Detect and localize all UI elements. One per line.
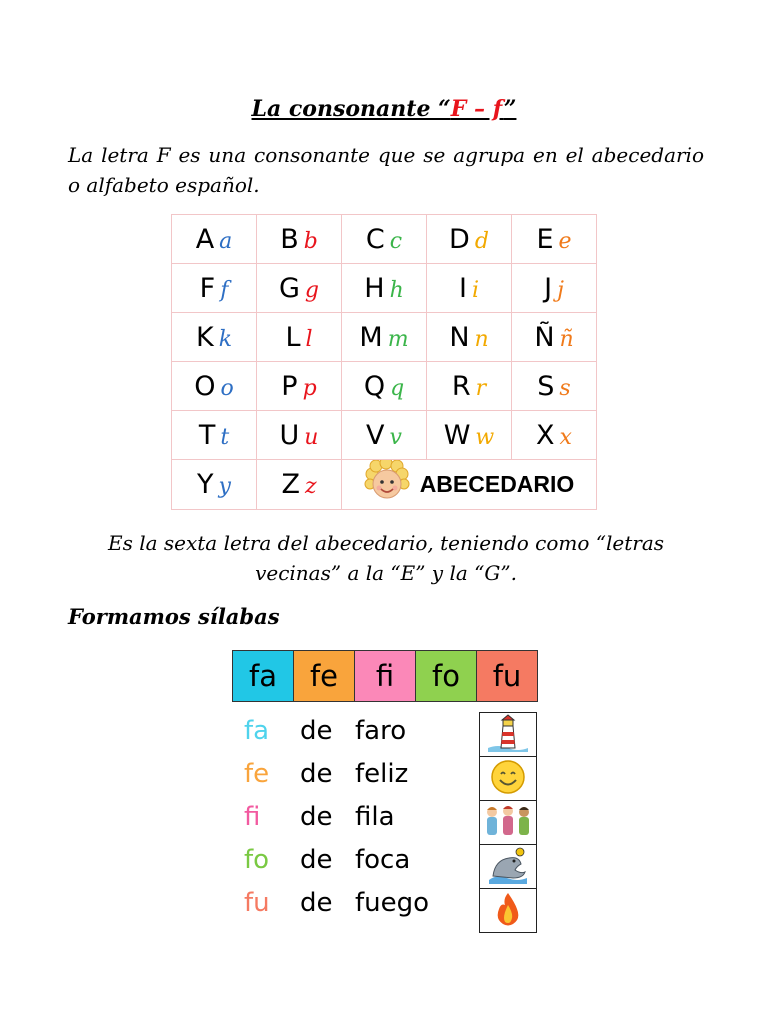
alphabet-table <box>171 214 597 510</box>
uppercase-letter: J <box>544 272 553 304</box>
uppercase-letter: H <box>364 272 385 304</box>
word-connector: de <box>300 888 333 918</box>
uppercase-letter: P <box>281 370 298 402</box>
uppercase-letter: W <box>443 419 471 451</box>
neighbors-text: Es la sexta letra del abecedario, teniendo como “letras vecinas” a la “E” y la “G”. <box>107 531 665 585</box>
uppercase-letter: C <box>365 223 385 255</box>
picture-row <box>480 757 537 801</box>
picture-cell <box>480 757 537 801</box>
letter-cell <box>512 362 597 411</box>
lighthouse-icon <box>488 737 528 756</box>
letter-cell <box>512 264 597 313</box>
uppercase-letter: B <box>280 223 299 255</box>
letter-cell <box>257 460 342 510</box>
title-letters: F – f <box>450 96 504 122</box>
lowercase-letter: v <box>389 424 402 450</box>
letter-cell <box>257 264 342 313</box>
word-syllable: fu <box>244 888 270 918</box>
letter-cell <box>427 215 512 264</box>
uppercase-letter: E <box>536 223 554 255</box>
lowercase-letter: n <box>474 326 489 352</box>
lowercase-letter: i <box>471 277 479 303</box>
lowercase-letter: b <box>303 228 318 254</box>
alphabet-row <box>172 215 597 264</box>
people-in-line-icon <box>483 825 533 844</box>
lowercase-letter: e <box>558 228 572 254</box>
picture-cell <box>480 713 537 757</box>
uppercase-letter: R <box>451 370 471 402</box>
word-connector: de <box>300 802 333 832</box>
picture-cell <box>480 845 537 889</box>
picture-row <box>480 801 537 845</box>
letter-cell <box>342 313 427 362</box>
word-text: foca <box>355 845 411 875</box>
lowercase-letter: g <box>304 277 320 303</box>
section-title: Formamos sílabas <box>68 604 280 629</box>
picture-cell <box>480 889 537 933</box>
word-connector: de <box>300 759 333 789</box>
uppercase-letter: Z <box>281 469 300 500</box>
lowercase-letter: q <box>390 375 405 401</box>
lowercase-letter: x <box>559 424 572 450</box>
letter-cell <box>512 215 597 264</box>
smiley-face-icon <box>490 780 526 799</box>
picture-cell <box>480 801 537 845</box>
alphabet-row <box>172 264 597 313</box>
lowercase-letter: m <box>387 326 409 352</box>
lowercase-letter: y <box>218 474 231 499</box>
word-syllable: fi <box>244 802 261 832</box>
letter-cell <box>342 411 427 460</box>
title-suffix: ” <box>503 96 517 122</box>
uppercase-letter: X <box>536 419 555 451</box>
letter-cell <box>427 362 512 411</box>
picture-table <box>479 712 537 933</box>
lowercase-letter: z <box>304 474 317 499</box>
syllable-cell: fa <box>233 651 294 702</box>
uppercase-letter: S <box>537 370 555 402</box>
word-text: fuego <box>355 888 430 918</box>
fire-icon <box>493 912 523 931</box>
abecedario-label-cell <box>342 460 597 510</box>
seal-icon <box>487 869 529 888</box>
letter-cell <box>512 313 597 362</box>
letter-cell <box>257 411 342 460</box>
letter-cell <box>427 264 512 313</box>
intro-text: La letra F es una consonante que se agrupa en el abecedario o alfabeto español. <box>68 143 704 197</box>
uppercase-letter: A <box>195 223 215 255</box>
uppercase-letter: T <box>198 419 216 451</box>
picture-row <box>480 889 537 933</box>
syllable-table <box>232 650 538 702</box>
lowercase-letter: o <box>220 375 234 401</box>
syllable-cell: fo <box>416 651 477 702</box>
lowercase-letter: u <box>304 424 319 450</box>
letter-cell <box>257 313 342 362</box>
alphabet-row <box>172 313 597 362</box>
uppercase-letter: Q <box>363 370 386 402</box>
lowercase-letter: f <box>220 277 229 303</box>
lowercase-letter: w <box>475 424 495 450</box>
uppercase-letter: Y <box>197 469 214 500</box>
syllable-cell: fi <box>355 651 416 702</box>
uppercase-letter: K <box>195 321 214 353</box>
uppercase-letter: Ñ <box>534 321 555 353</box>
uppercase-letter: D <box>449 223 470 255</box>
lowercase-letter: k <box>218 326 233 352</box>
uppercase-letter: U <box>279 419 300 451</box>
letter-cell <box>427 411 512 460</box>
page-title <box>0 96 768 122</box>
title-prefix: La consonante “ <box>251 96 451 122</box>
word-syllable: fo <box>244 845 270 875</box>
uppercase-letter: N <box>449 321 470 353</box>
lowercase-letter: a <box>219 228 233 254</box>
uppercase-letter: I <box>458 272 467 304</box>
word-syllable: fa <box>244 716 270 746</box>
word-syllable: fe <box>244 759 270 789</box>
picture-row <box>480 713 537 757</box>
smiling-child-face-icon <box>364 460 410 509</box>
letter-cell <box>257 215 342 264</box>
lowercase-letter: t <box>220 424 230 450</box>
word-connector: de <box>300 845 333 875</box>
letter-cell <box>172 362 257 411</box>
letter-cell <box>342 215 427 264</box>
uppercase-letter: L <box>285 321 301 353</box>
letter-cell <box>427 313 512 362</box>
lowercase-letter: ñ <box>559 326 574 352</box>
word-text: faro <box>355 716 407 746</box>
lowercase-letter: l <box>305 326 313 352</box>
alphabet-row <box>172 411 597 460</box>
letter-cell <box>172 411 257 460</box>
lowercase-letter: s <box>559 375 571 401</box>
lowercase-letter: h <box>389 277 404 303</box>
abecedario-label: ABECEDARIO <box>419 471 575 497</box>
word-text: feliz <box>355 759 409 789</box>
uppercase-letter: M <box>359 321 383 353</box>
alphabet-row <box>172 362 597 411</box>
lowercase-letter: j <box>557 277 564 303</box>
lowercase-letter: c <box>389 228 403 254</box>
word-connector: de <box>300 716 333 746</box>
uppercase-letter: V <box>366 419 385 451</box>
letter-cell <box>172 460 257 510</box>
lowercase-letter: d <box>474 228 489 254</box>
letter-cell <box>342 264 427 313</box>
uppercase-letter: F <box>199 272 216 304</box>
uppercase-letter: O <box>194 370 216 402</box>
uppercase-letter: G <box>278 272 300 304</box>
picture-row <box>480 845 537 889</box>
lowercase-letter: r <box>475 375 487 401</box>
letter-cell <box>512 411 597 460</box>
word-text: fila <box>355 802 395 832</box>
letter-cell <box>172 313 257 362</box>
letter-cell <box>257 362 342 411</box>
alphabet-row <box>172 460 597 510</box>
syllable-cell: fu <box>477 651 538 702</box>
syllable-cell: fe <box>294 651 355 702</box>
letter-cell <box>342 362 427 411</box>
letter-cell <box>172 215 257 264</box>
letter-cell <box>172 264 257 313</box>
lowercase-letter: p <box>302 375 317 401</box>
